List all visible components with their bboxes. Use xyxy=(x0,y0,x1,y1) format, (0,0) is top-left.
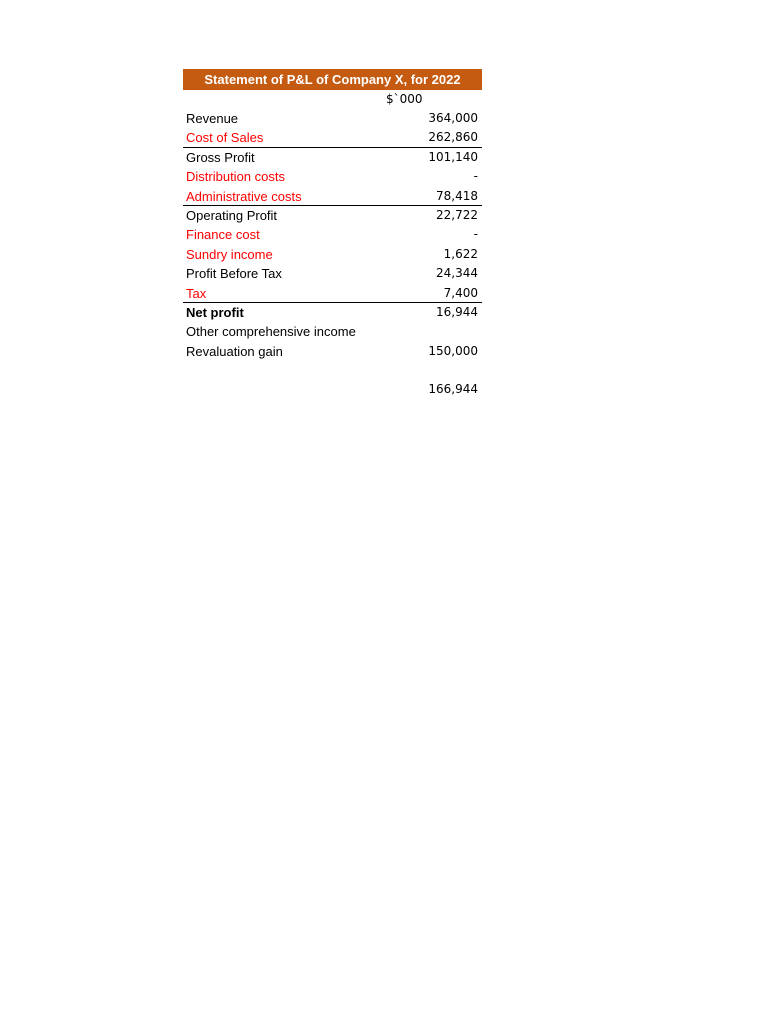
row-operating-profit xyxy=(183,206,482,225)
row-label: Revenue xyxy=(186,111,239,126)
row-label: Other comprehensive income xyxy=(186,324,356,340)
row-revaluation-gain xyxy=(183,342,482,361)
row-value: 364,000 xyxy=(428,111,478,125)
row-value: 101,140 xyxy=(428,149,478,164)
row-gross-profit xyxy=(183,148,482,167)
row-value: 16,944 xyxy=(436,304,478,319)
row-label: Sundry income xyxy=(186,246,273,262)
row-tax xyxy=(183,284,482,303)
row-value: 24,344 xyxy=(436,266,478,281)
row-distribution-costs xyxy=(183,167,482,186)
row-label: Cost of Sales xyxy=(186,130,264,146)
row-label: Distribution costs xyxy=(186,169,285,185)
row-value: 150,000 xyxy=(428,343,478,358)
row-value: - xyxy=(473,227,478,242)
row-label: Net profit xyxy=(186,304,244,320)
row-cost-of-sales xyxy=(183,128,482,147)
row-total-comprehensive-income xyxy=(183,380,482,399)
row-administrative-costs xyxy=(183,187,482,206)
row-value: 7,400 xyxy=(443,285,478,300)
row-value: 262,860 xyxy=(428,130,478,145)
unit-label: $`000 xyxy=(386,92,423,106)
statement-title: Statement of P&L of Company X, for 2022 xyxy=(183,69,482,90)
row-revenue xyxy=(183,109,482,128)
row-sundry-income xyxy=(183,245,482,264)
row-label: Profit Before Tax xyxy=(186,266,282,282)
row-blank xyxy=(183,361,482,380)
row-value: 78,418 xyxy=(436,188,478,203)
row-value: 166,944 xyxy=(428,382,478,397)
row-label: Administrative costs xyxy=(186,188,302,204)
row-label: Operating Profit xyxy=(186,207,278,223)
row-label: Revaluation gain xyxy=(186,343,283,359)
row-value: 1,622 xyxy=(443,246,478,261)
pl-statement xyxy=(183,69,482,400)
row-value: 22,722 xyxy=(436,207,478,222)
row-label: Finance cost xyxy=(186,227,260,243)
row-finance-cost xyxy=(183,225,482,244)
row-label: Gross Profit xyxy=(186,149,255,165)
row-other-comprehensive-income xyxy=(183,322,482,341)
row-label: Tax xyxy=(186,285,207,301)
row-profit-before-tax xyxy=(183,264,482,283)
row-value: - xyxy=(473,169,478,184)
unit-header-row xyxy=(183,90,482,109)
row-net-profit xyxy=(183,303,482,322)
